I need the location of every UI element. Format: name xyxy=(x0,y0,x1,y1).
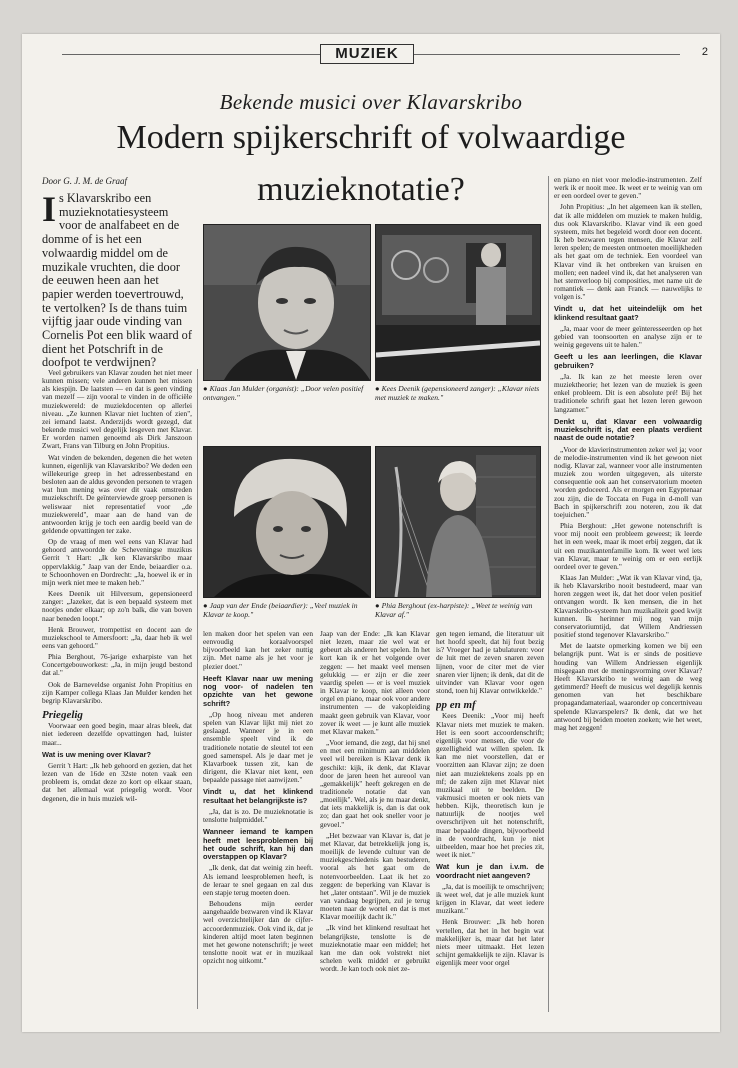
question: Vindt u, dat het klinkend resultaat het belangrijkste is? xyxy=(203,787,313,805)
paragraph: Phia Berghout, 76-jarige exharpiste van het Concertgebouworkest: „Ja, in mijn jeugd bestond dat al." xyxy=(42,652,192,678)
question: Geeft u les aan leerlingen, die Klavar gebruiken? xyxy=(554,352,702,370)
subhead: Priegelig xyxy=(42,709,83,722)
portrait-image xyxy=(204,447,370,597)
caption-bullet: ● xyxy=(203,384,208,393)
caption-berghout xyxy=(375,601,541,619)
paragraph: Ook de Barneveldse organist John Propitius en zijn Kamper collega Klaas Jan Mulder kenden het begrip Klavarskribo. xyxy=(42,679,192,705)
question: Wanneer iemand te kampen heeft met leesproblemen bij het oude schrift, kan hij dan overstappen op Klavar? xyxy=(203,827,313,862)
paragraph: Kees Deenik: „Voor mij heeft Klavar niets met muziek te maken. Het is een soort accoordenschrift; eigenlijk voor mensen, die voor de gezelligheid wat willen spelen. Ik kan me niet voorstellen, dat er voorzitten aan Klavar zijn; ze doen niet aan muziektekens zoals pp en mf; de zaken zijn met Klavar niet muzikaal uit te beelden. De vakmusici moeten er ook niets van hebben. Kijk, theoretisch kun je natuurlijk de nootjes wel overschrijven uit het notenschrift, maar bepaalde dingen, bijvoorbeeld in de voordracht, kun je niet uitbeelden, maar hoe het precies zit, weet ik niet." xyxy=(436,711,544,860)
paragraph: Gerrit 't Hart: „Ik heb gehoord en gezien, dat het lezen van de 16de en 32ste noten vaak een probleem is, omdat deze zo kort op elkaar staan, dat het allemaal wat priegelig wordt. Voor degenen, die in huis muziek wil- xyxy=(42,761,192,803)
caption-text: Jaap van der Ende (beiaardier): „Veel muziek in Klavar te koop." xyxy=(203,601,358,619)
paragraph: len maken door het spelen van een eenvoudig koraalvoorspel bijvoorbeeld kan het zeker nuttig zijn. Met name als je het voor je plezier doet." xyxy=(203,630,313,671)
question: Heeft Klavar naar uw mening nog voor- of nadelen ten opzichte van het gewone schrift? xyxy=(203,673,313,708)
caption-text: Klaas Jan Mulder (organist): „Door velen positief ontvangen." xyxy=(203,384,364,402)
column-4 xyxy=(436,630,544,1012)
headline-line-1: Modern spijkerschrift of volwaardige xyxy=(116,119,626,156)
subhead: pp en mf xyxy=(436,699,476,712)
paragraph: Klaas Jan Mulder: „Wat ik van Klavar vind, tja, ik heb Klavarskribo nooit bestudeerd, maar van horen zeggen weet ik, dat het door velen positief ontvangen wordt. Ik ken mensen, die in het Klavarskribo-systeem hun muzikaliteit goed kwijt kunnen. Ik herinner mij nog van mijn conservatoriumtijd, dat Willem Andriessen positief stond tegenover Klavarskribo." xyxy=(554,573,702,640)
kicker: Bekende musici over Klavarskribo xyxy=(219,90,523,114)
column-1 xyxy=(42,369,192,1009)
paragraph: Henk Brouwer, trompettist en docent aan de muziekschool te Amersfoort: „Ja, daar heb ik wel eens van gehoord." xyxy=(42,624,192,650)
paragraph: „Ja, dat is zo. De muzieknotatie is tenslotte hulpmiddel." xyxy=(203,806,313,825)
caption-mulder xyxy=(203,384,369,402)
section-banner: MUZIEK xyxy=(320,44,414,64)
paragraph: Kees Deenik uit Hilversum, gepensioneerd zanger: „Jazeker, dat is een bepaald systeem met nootjes onder elkaar; op zo'n balk, die van boven naar beneden loopt." xyxy=(42,589,192,623)
question: Denkt u, dat Klavar een volwaardig muziekschrift is, dat een plaats verdient naast de oude notatie? xyxy=(554,416,702,443)
photo-klaas-jan-mulder xyxy=(203,224,371,381)
column-2 xyxy=(203,630,313,1012)
page-number: 2 xyxy=(701,46,708,58)
lead-text: s Klavarskribo een muzieknotatiesysteem voor de analfabeet en de domme of is het een volwaardig middel om de muzikale vruchten, die door de eeuwen heen aan het papier werden toevertrouwd, te vertolken? Is de thans tuim vijftig jaar oude vinding van Cornelis Pot een blik waard of dient het Potschrift in de doofpot te verdwijnen? xyxy=(42,191,192,370)
column-3 xyxy=(320,630,430,1012)
question: Wat kun je dan i.v.m. de voordracht niet aangeven? xyxy=(436,862,544,880)
column-rule xyxy=(548,176,549,1012)
paragraph: „Het bezwaar van Klavar is, dat je met Klavar, dat betrekkelijk jong is, moeilijk de levende cultuur van de muziekgeschiedenis kan bestuderen, vooral als het gaat om de notenvoorbeelden. Laat ik het zo zeggen: de beperking van Klavar is het „later ontstaan". Wil je de muziek van vandaag begrijpen, zul je terug moeten naar de wortel en dat is met Klavar moeilijk dacht ik." xyxy=(320,830,430,922)
caption-bullet: ● xyxy=(375,384,380,393)
question: Vindt u, dat het uiteindelijk om het klinkend resultaat gaat? xyxy=(554,304,702,322)
paragraph: „Ik vind het klinkend resultaat het belangrijkste, tenslotte is de muzieknotatie maar een middel; het kan me dan ook volstrekt niet schelen welk middel er gebruikt wordt. Je kan toch ook niet ze- xyxy=(320,923,430,974)
paragraph: Wat vinden de bekenden, degenen die het weten kunnen, eigenlijk van Klavarskribo? We deden een willekeurige greep in het adressenbestand en besloten aan de aldus gevonden personen te vragen wat hun mening was over dit vaak omstreden muziekschrift. De geïnterviewde groep personen is weliswaar niet representatief voor „de muziekwereld", maar aan de hand van de antwoorden krijg je toch een aardig beeld van de geldende opvattingen ter zake. xyxy=(42,452,192,535)
paragraph: Op de vraag of men wel eens van Klavar had gehoord antwoordde de Scheveningse muzikus Gerrit 't Hart: „Ik ken Klavarskribo maar oppervlakkig." Jaap van der Ende, beiaardier o.a. te Schoonhoven en Dordrecht: „Ja, hoewel ik er in mijn werk niet mee te maken heb." xyxy=(42,537,192,587)
portrait-image xyxy=(204,225,370,380)
byline: Door G. J. M. de Graaf xyxy=(42,176,127,186)
column-5 xyxy=(554,176,702,1012)
paragraph: Behoudens mijn eerder aangehaalde bezwaren vind ik Klavar wel overzichtelijker dan de cijfer-accoordenmuziek. Ook vind ik, dat je kinderen altijd moet laten beginnen met het gewone notenschrift; je weet tenslotte nooit wat er in muzikaal opzicht nog uitkomt." xyxy=(203,899,313,966)
paragraph: „Ja, dat is moeilijk te omschrijven; ik weet wel, dat je alle muziek kunt krijgen in Klavar, dat weet iedere muzikant." xyxy=(436,881,544,916)
paragraph: gen tegen iemand, die literatuur uit het hoofd speelt, dat hij fout bezig is? Vroeger had je tabulaturen: voor de luit met de zeven snaren zeven lijnen, voor de citer met de vier snaren vier lijnen; ik denk, dat dit de uitvinder van Klavar voor ogen stond, toen hij Klavar ontwikkelde." xyxy=(436,630,544,696)
paragraph: Phia Berghout: „Het gewone notenschrift is voor mij nooit een probleem geweest; ik leerde het in een week, maar ik moet erbij zeggen, dat ik uit een muzikantenfamilie kom. Ik weet wel iets van Klavar, maar te weinig om er een eerlijk oordeel over te geven." xyxy=(554,521,702,571)
caption-text: Kees Deenik (gepensioneerd zanger): „Klavar niets met muziek te maken." xyxy=(375,384,540,402)
paragraph: John Propitius: „In het algemeen kan ik stellen, dat ik alle middelen om muziek te maken huldig, dus ook Klavarskribo. Klavar vind ik een goed systeem, mits het begeleid wordt door een docent. Ik heb bezwaren tegen mensen, die Klavar zelf leren spelen; de meesten ontmoeten moeilijkheden als het gaat om de techniek. Een voordeel van Klavar vind ik het ontbreken van kruisen en mollen; een nadeel vind ik, dat het analyseren van het stemverloop bij composities, met name uit de romantiek — denk aan Franck — nauwelijks te volgen is." xyxy=(554,202,702,302)
paragraph: „Voor iemand, die zegt, dat hij snel en met een minimum aan middelen veel wil bereiken is Klavar denk ik geschikt: kijk, ik denk, dat Klavar door de jaren heen het aureool van „gemakkelijk" heeft gekregen en de traditionele notatie dat van „moeilijk". Wel, als je nu maar denkt, dat iets makkelijk is, dan is dat ook zo; dan gaat het ook sneller voor je gevoel." xyxy=(320,738,430,829)
caption-text: Phia Berghout (ex-harpiste): „Weet te weinig van Klavar af." xyxy=(375,601,533,619)
portrait-image xyxy=(376,447,540,597)
paragraph: „Ja. Ik kan ze het meeste leren over muziektheorie; het lezen van de muziek is geen enkel probleem. Dit is een absolute pré! Bij het traditionele schrift gaat het lezen leren gewoon langzamer." xyxy=(554,372,702,414)
lead-paragraph xyxy=(42,189,192,370)
paragraph: „Ja, maar voor de meer geïnteresseerden op het gebied van toonsoorten en analyse zijn er te weinig gegevens uit te halen." xyxy=(554,323,702,350)
headline-line-2: muzieknotatie? xyxy=(257,171,465,208)
caption-bullet: ● xyxy=(203,601,208,610)
paragraph: „Op hoog niveau met anderen spelen van Klavar lijkt mij niet zo geslaagd. Wanneer je in een ensemble speelt vind ik de traditionele notatie de sleutel tot een goed samenspel. Als je daar met je Klavarboek tussen zit, kan de dirigent, die Klavar niet kent, een bepaalde passage niet aanwijzen." xyxy=(203,709,313,785)
caption-deenik xyxy=(375,384,541,402)
photo-phia-berghout xyxy=(375,446,541,598)
paragraph: Henk Brouwer: „Ik heb horen vertellen, dat het in het begin wat makkelijker is, maar dat het later niets meer uitmaakt. Het lezen schijnt gemakkelijk te zijn. Klavar is eigenlijk meer voor orgel xyxy=(436,917,544,968)
paragraph: Met de laatste opmerking komen we bij een belangrijk punt. Wat is er sinds de positieve houding van Willem Andriessen eigenlijk misgegaan met de meningsvorming over Klavar? Heeft Klavarskribo te weinig aan de weg getimmerd? Heeft de musicus wel degelijk kennis genomen van het beschikbare propagandamateriaal, waaronder op concertniveau spelende Klavarspelers? Ik denk, dat we het antwoord bij beiden moeten zoeken; wie het weet, mag het zeggen! xyxy=(554,641,702,732)
paragraph: en piano en niet voor melodie-instrumenten. Zelf werk ik er nooit mee. Ik weet er te weinig van om er een oordeel over te geven." xyxy=(554,176,702,201)
paragraph: Veel gebruikers van Klavar zouden het niet meer kunnen missen; vele anderen kunnen het missen als kiespijn. De laatsten — en dat is geen vinding van mezelf — zijn vooral te vinden in de officiële muziekwereld: de muziekdocenten op allerlei niveau. „Ze kunnen Klavar niet luchten of zien", zei iemand laatst. Anderzijds wordt gezegd, dat bekende musici wel degelijk lesgeven met Klavar. Er worden namen genoemd als Dirk Janszoon Zwart, Frans van Tilburg en John Propitius. xyxy=(42,369,192,451)
paragraph: Jaap van der Ende: „Ik kan Klavar niet lezen, maar zie wel wat er gebeurt als anderen het spelen. In het kort kan ik er het volgende over zeggen: — het maakt veel mensen gelukkig — er zijn er die zeer vaardig spelen — er is veel muziek in Klavar te koop, niet alleen voor orgel en piano, maar ook voor andere instrumenten — de vakopleiding maakt geen gebruik van Klavar, voor zover ik weet — je kunt alle muziek met Klavar maken." xyxy=(320,630,430,736)
newspaper-page xyxy=(22,34,720,1032)
question: Wat is uw mening over Klavar? xyxy=(42,749,151,759)
photo-jaap-van-der-ende xyxy=(203,446,371,598)
paragraph: „Ik denk, dat dat weinig zin heeft. Als iemand leesproblemen heeft, is de leraar te snel gegaan en zal dus een stapje terug moeten doen. xyxy=(203,863,313,897)
caption-bullet: ● xyxy=(375,601,380,610)
drop-cap: I xyxy=(42,189,57,229)
portrait-image xyxy=(376,225,540,380)
column-rule xyxy=(197,369,198,1009)
photo-kees-deenik xyxy=(375,224,541,381)
paragraph: Voorwaar een goed begin, maar alras bleek, dat niet iedereen dezelfde opvattingen had, luister maar... xyxy=(42,721,192,747)
paragraph: „Voor de klavierinstrumenten zeker wel ja; voor de melodie-instrumenten vind ik het gewoon niet nodig. Klavar zal, wanneer voor alle instrumenten muziek zou worden uitgegeven, als uiterste consequentie ook aan het conservatorium moeten worden gedoceerd. Als er morgen een Egyptenaar zou zijn, die de Toccata en Fuga in d-moll van Bach in spijkerschrift zou noteren, zou ik dat toejuichen." xyxy=(554,444,702,519)
caption-ende xyxy=(203,601,369,619)
